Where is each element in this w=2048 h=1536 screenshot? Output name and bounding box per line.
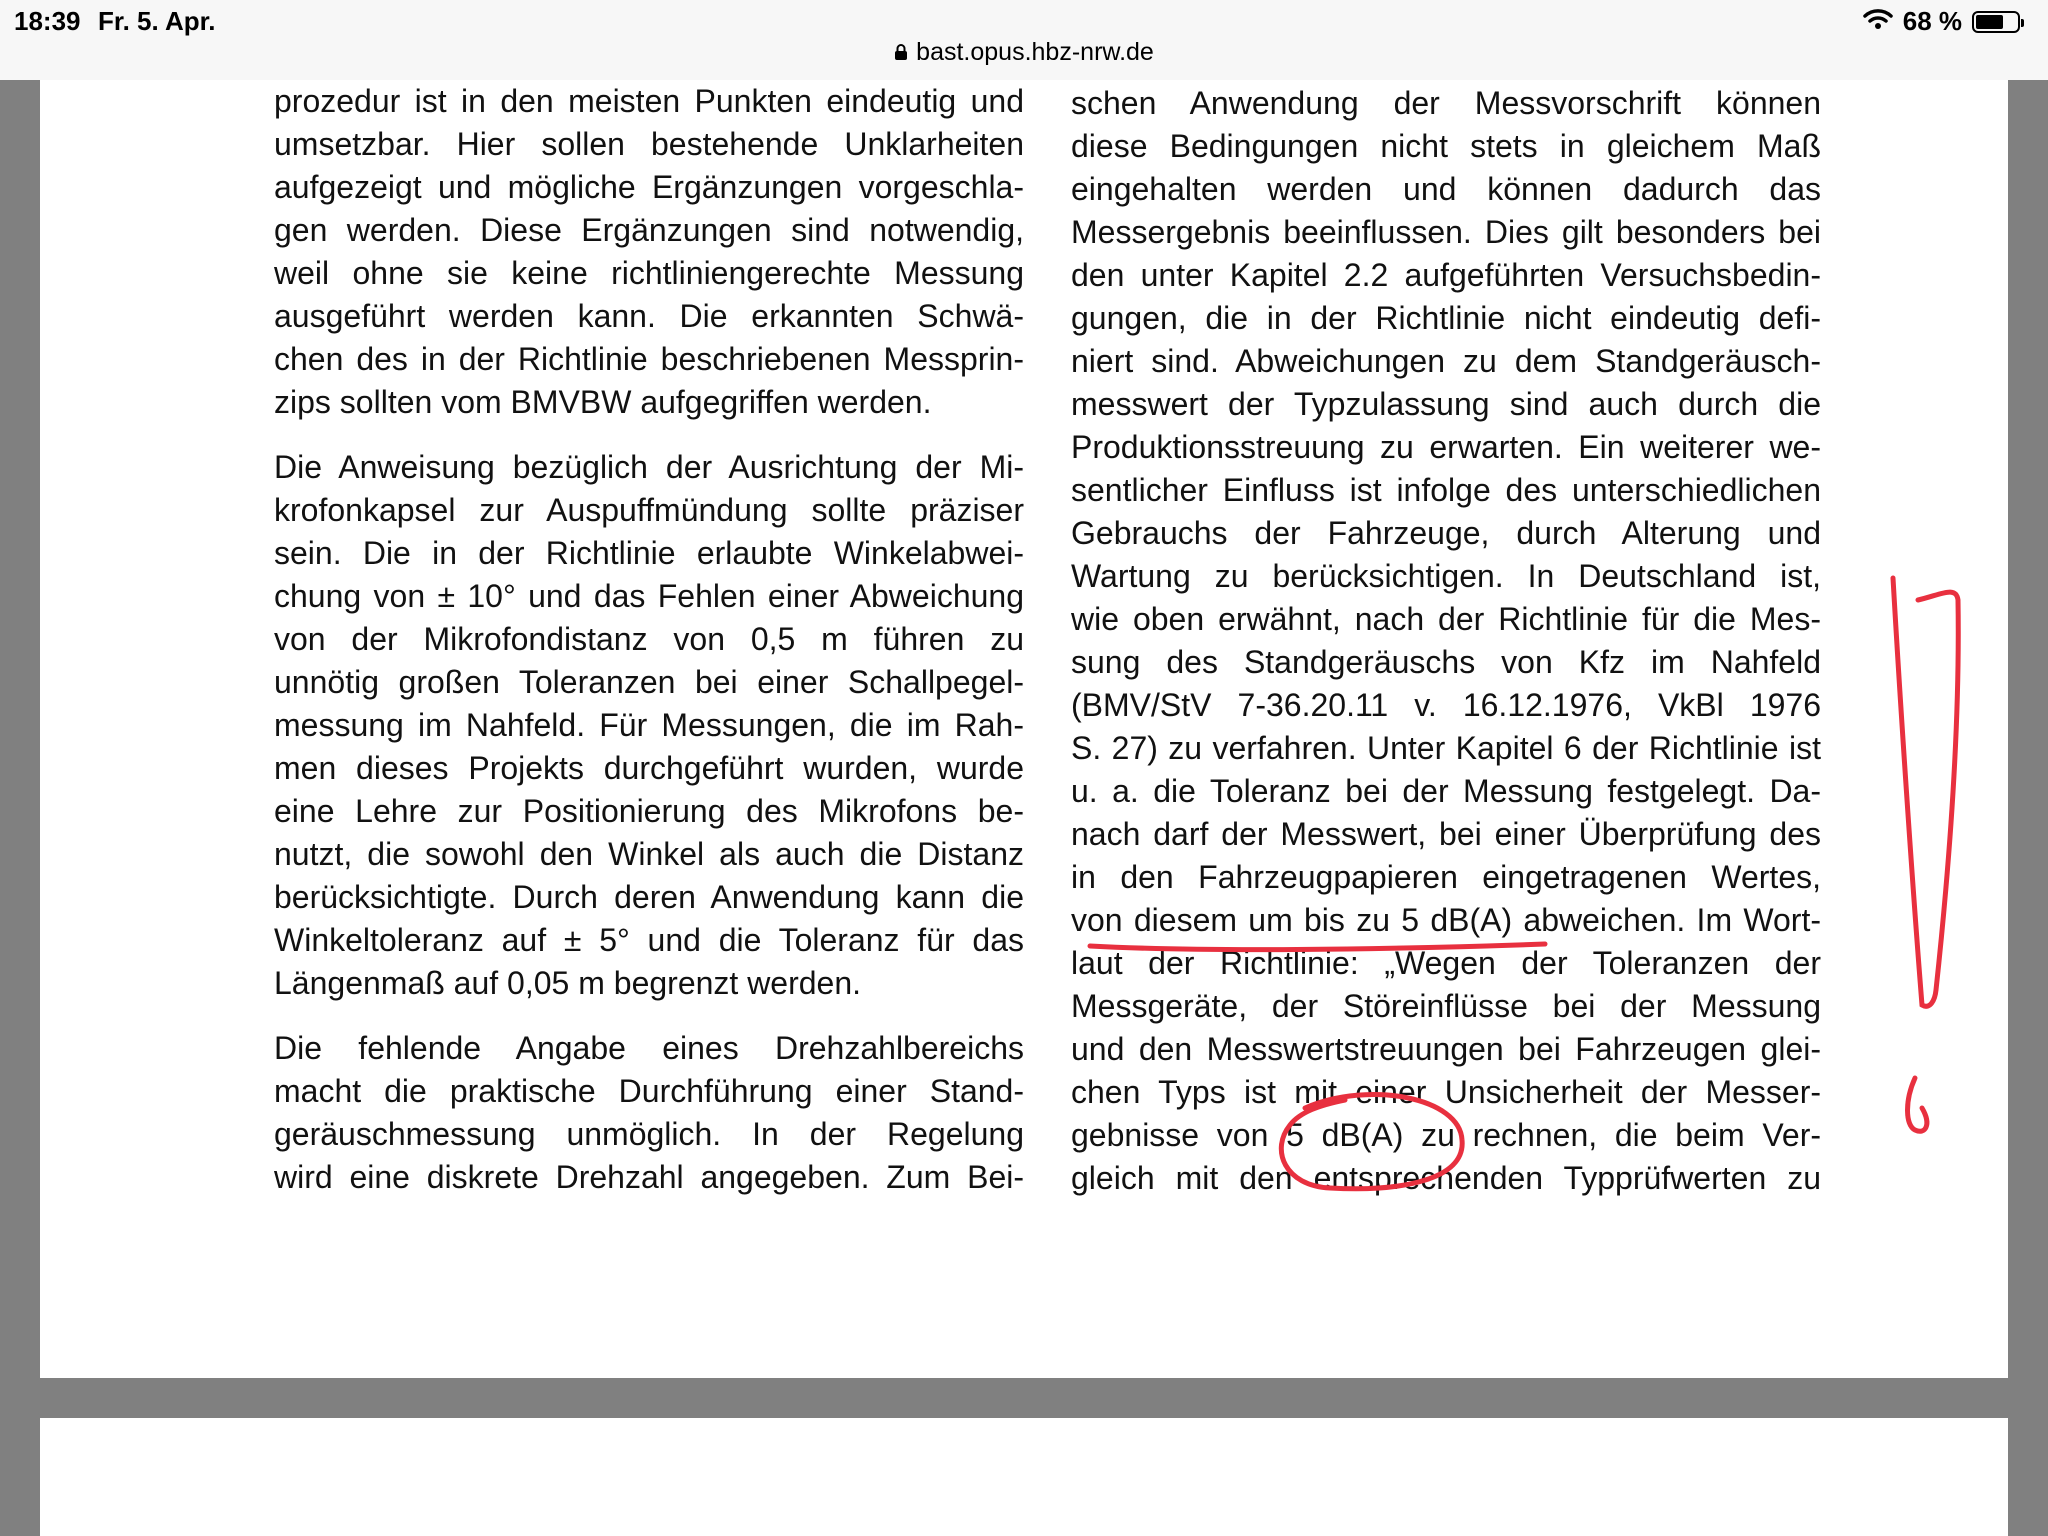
paragraph-1-line: weil ohne sie keine richtliniengerechte Messung: [274, 255, 1024, 291]
right-column-line: gebnisse von 5 dB(A) zu rechnen, die beim Ver-: [1071, 1117, 1821, 1153]
right-column-line: u. a. die Toleranz bei der Messung festgelegt. Da-: [1071, 773, 1821, 809]
paragraph-2: [274, 446, 1024, 1005]
right-column-line: niert sind. Abweichungen zu dem Standgeräusch-: [1071, 343, 1821, 379]
battery-icon: [1972, 11, 2020, 33]
right-column-line: Gebrauchs der Fahrzeuge, durch Alterung und: [1071, 515, 1821, 551]
paragraph-2-line: chung von ± 10° und das Fehlen einer Abweichung: [274, 578, 1024, 614]
right-column-line: Produktionsstreuung zu erwarten. Ein weiterer we-: [1071, 429, 1821, 465]
paragraph-2-line: eine Lehre zur Positionierung des Mikrofons be-: [274, 793, 1024, 829]
status-date: Fr. 5. Apr.: [98, 6, 216, 36]
right-column-line: nach darf der Messwert, bei einer Überprüfung des: [1071, 816, 1821, 852]
wifi-icon: [1863, 6, 1893, 37]
paragraph-2-line: men dieses Projekts durchgeführt wurden, wurde: [274, 750, 1024, 786]
paragraph-2-line: Winkeltoleranz auf ± 5° und die Toleranz für das: [274, 922, 1024, 958]
paragraph-1-line: chen des in der Richtlinie beschriebenen Messprin-: [274, 341, 1024, 377]
right-column-line: (BMV/StV 7-36.20.11 v. 16.12.1976, VkBl 1976: [1071, 687, 1821, 723]
right-column-line: chen Typs ist mit einer Unsicherheit der Messer-: [1071, 1074, 1821, 1110]
right-column-line: sentlicher Einfluss ist infolge des unterschiedlichen: [1071, 472, 1821, 508]
right-column-line: laut der Richtlinie: „Wegen der Toleranzen der: [1071, 945, 1821, 981]
paragraph-1-line: prozedur ist in den meisten Punkten eindeutig und: [274, 83, 1024, 119]
paragraph-2-line: von der Mikrofondistanz von 0,5 m führen zu: [274, 621, 1024, 657]
right-column-line: Wartung zu berücksichtigen. In Deutschland ist,: [1071, 558, 1821, 594]
paragraph-1-line: zips sollten vom BMVBW aufgegriffen werden.: [274, 384, 932, 420]
paragraph-3-line: geräuschmessung unmöglich. In der Regelung: [274, 1116, 1024, 1152]
paragraph-1-line: gen werden. Diese Ergänzungen sind notwendig,: [274, 212, 1024, 248]
right-column-line: sung des Standgeräuschs von Kfz im Nahfeld: [1071, 644, 1821, 680]
right-column-line: eingehalten werden und können dadurch das: [1071, 171, 1821, 207]
right-column-line: und den Messwertstreuungen bei Fahrzeugen glei-: [1071, 1031, 1821, 1067]
paragraph-1: [274, 80, 1024, 424]
status-bar: [0, 0, 2048, 80]
battery-percent: 68 %: [1902, 6, 1962, 36]
paragraph-3-line: macht die praktische Durchführung einer Stand-: [274, 1073, 1024, 1109]
right-column-line: messwert der Typzulassung sind auch durch die: [1071, 386, 1821, 422]
paragraph-1-line: umsetzbar. Hier sollen bestehende Unklarheiten: [274, 126, 1024, 162]
right-column-line: gungen, die in der Richtlinie nicht eindeutig defi-: [1071, 300, 1821, 336]
status-time: 18:39: [14, 6, 81, 36]
right-column-line: S. 27) zu verfahren. Unter Kapitel 6 der Richtlinie ist: [1071, 730, 1821, 766]
paragraph-2-line: krofonkapsel zur Auspuffmündung sollte präziser: [274, 492, 1024, 528]
right-column-line: Messergebnis beeinflussen. Dies gilt besonders bei: [1071, 214, 1821, 250]
url-text[interactable]: bast.opus.hbz-nrw.de: [916, 38, 1154, 66]
paragraph-2-line: nutzt, die sowohl den Winkel als auch die Distanz: [274, 836, 1024, 872]
right-column-line: diese Bedingungen nicht stets in gleichem Maß: [1071, 128, 1821, 164]
right-column-line: wie oben erwähnt, nach der Richtlinie für die Mes-: [1071, 601, 1821, 637]
paragraph-3: [274, 1027, 1024, 1199]
address-bar[interactable]: [0, 38, 2048, 68]
paragraph-3-line: Die fehlende Angabe eines Drehzahlbereichs: [274, 1030, 1024, 1066]
right-column-line: von diesem um bis zu 5 dB(A) abweichen. Im Wort-: [1071, 902, 1821, 938]
right-column-line: den unter Kapitel 2.2 aufgeführten Versuchsbedin-: [1071, 257, 1821, 293]
document-page[interactable]: [40, 80, 2008, 1378]
paragraph-2-line: unnötig großen Toleranzen bei einer Schallpegel-: [274, 664, 1024, 700]
lock-icon: [894, 39, 908, 68]
next-document-page[interactable]: [40, 1418, 2008, 1536]
left-column: [274, 80, 1024, 1199]
status-indicators: [1863, 6, 2020, 37]
right-paragraph: [1071, 82, 1821, 1200]
paragraph-2-line: Die Anweisung bezüglich der Ausrichtung der Mi-: [274, 449, 1024, 485]
right-column-line: gleich mit den entsprechenden Typprüfwerten zu: [1071, 1160, 1821, 1196]
paragraph-1-line: aufgezeigt und mögliche Ergänzungen vorgeschla-: [274, 169, 1024, 205]
right-column-line: Messgeräte, der Störeinflüsse bei der Messung: [1071, 988, 1821, 1024]
right-column: [1071, 82, 1821, 1200]
right-column-line: in den Fahrzeugpapieren eingetragenen Wertes,: [1071, 859, 1821, 895]
paragraph-2-line: Längenmaß auf 0,05 m begrenzt werden.: [274, 965, 862, 1001]
paragraph-2-line: messung im Nahfeld. Für Messungen, die im Rah-: [274, 707, 1024, 743]
paragraph-2-line: sein. Die in der Richtlinie erlaubte Winkelabwei-: [274, 535, 1024, 571]
paragraph-2-line: berücksichtigte. Durch deren Anwendung kann die: [274, 879, 1024, 915]
paragraph-3-line: wird eine diskrete Drehzahl angegeben. Zum Bei-: [274, 1159, 1024, 1195]
battery-fill: [1976, 15, 2003, 29]
paragraph-1-line: ausgeführt werden kann. Die erkannten Schwä-: [274, 298, 1024, 334]
right-column-line: schen Anwendung der Messvorschrift können: [1071, 85, 1821, 121]
